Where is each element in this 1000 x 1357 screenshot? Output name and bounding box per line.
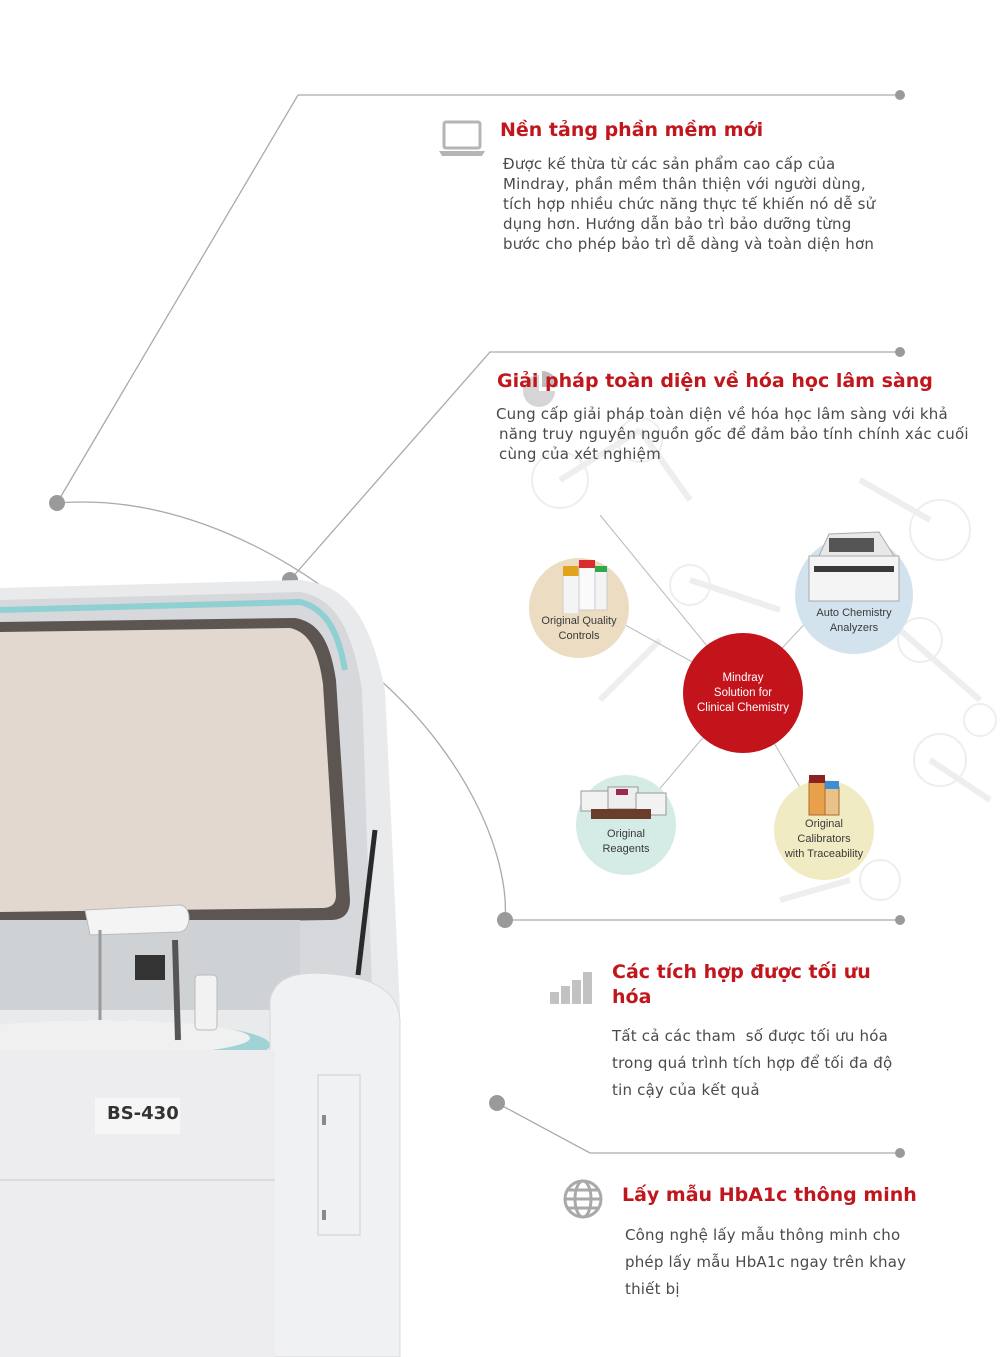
text-line: Mindray, phần mềm thân thiện với người dùng, [503, 175, 866, 193]
text-line: Công nghệ lấy mẫu thông minh cho [625, 1226, 901, 1244]
text-line: Được kế thừa từ các sản phẩm cao cấp của [503, 155, 836, 173]
center-label: Mindray [722, 671, 764, 684]
text-line: trong quá trình tích hợp để tối đa độ [612, 1054, 893, 1072]
bar-chart-icon [549, 970, 595, 1004]
text-line: tích hợp nhiều chức năng thực tế khiến nó dễ sử [503, 195, 876, 213]
vial-icon [799, 773, 849, 817]
text-line: tin cậy của kết quả [612, 1081, 760, 1099]
text-line: năng truy nguyên nguồn gốc để đảm bảo tính chính xác cuối [499, 425, 969, 443]
text-line: phép lấy mẫu HbA1c ngay trên khay [625, 1253, 907, 1271]
node-label: Original Quality [541, 615, 617, 627]
feature-solution-title: Giải pháp toàn diện về hóa học lâm sàng [497, 370, 933, 392]
globe-icon [562, 1178, 604, 1220]
text-line: cùng của xét nghiệm [499, 445, 661, 463]
node-label: Original [607, 828, 645, 840]
node-label: Auto Chemistry [816, 607, 892, 619]
text-line: dụng hơn. Hướng dẫn bảo trì bảo dưỡng từng [503, 215, 852, 233]
feature-software-title: Nền tảng phần mềm mới [500, 119, 764, 141]
model-label: BS-430 [107, 1103, 179, 1124]
node-original-reagents [576, 775, 676, 875]
text-line: Tất cả các tham số được tối ưu hóa [612, 1027, 889, 1045]
text-line: thiết bị [625, 1280, 680, 1298]
feature-sampling-text [625, 1222, 945, 1303]
feature-solution-text [496, 404, 976, 464]
reagent-kit-icon [576, 781, 676, 827]
node-label: Calibrators [797, 833, 851, 845]
title-line: Các tích hợp được tối ưu [612, 961, 871, 983]
node-original-calibrators [774, 780, 874, 880]
feature-integration-text [612, 1023, 932, 1104]
feature-sampling-title: Lấy mẫu HbA1c thông minh [622, 1184, 917, 1206]
node-label: Analyzers [829, 622, 879, 634]
node-quality-controls [529, 558, 629, 658]
analyzer-icon [799, 526, 909, 606]
node-center-solution [683, 633, 803, 753]
center-label: Solution for [713, 686, 773, 699]
title-line: hóa [612, 986, 652, 1008]
bottle-icon [549, 560, 609, 614]
laptop-icon [438, 118, 486, 158]
node-label: with Traceability [784, 848, 864, 860]
node-label: Controls [558, 630, 600, 642]
center-label: Clinical Chemistry [696, 701, 790, 714]
node-auto-analyzers [795, 536, 913, 654]
feature-integration-title [612, 960, 871, 1010]
analyzer-machine [0, 580, 400, 1357]
node-label: Original [805, 818, 843, 830]
node-label: Reagents [602, 843, 650, 855]
feature-software-text [503, 154, 943, 254]
text-line: Cung cấp giải pháp toàn diện về hóa học lâm sàng với khả [496, 405, 948, 423]
text-line: bước cho phép bảo trì dễ dàng và toàn diện hơn [503, 235, 875, 253]
